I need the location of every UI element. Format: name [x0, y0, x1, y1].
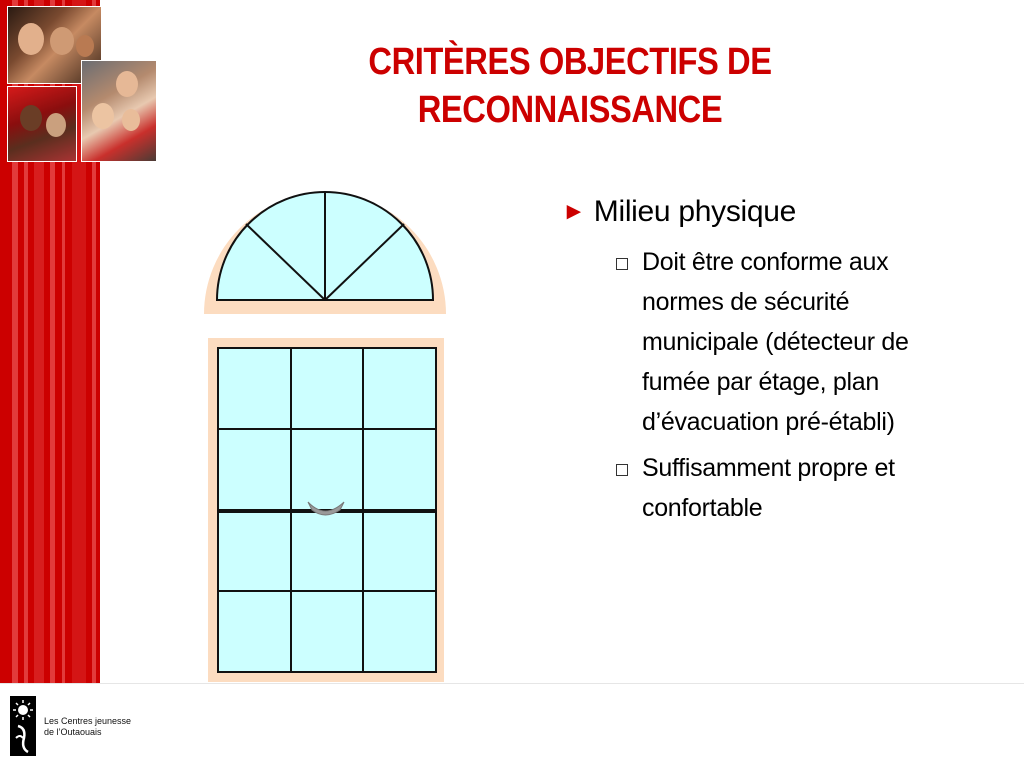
person-face [76, 35, 94, 57]
arched-window-icon [200, 176, 450, 686]
square-bullet-icon [616, 464, 628, 476]
person-face [46, 113, 66, 137]
person-face [116, 71, 138, 97]
slide-title-line-1: CRITÈRES OBJECTIFS DE [368, 41, 772, 83]
person-face [18, 23, 44, 55]
family-photo-3 [81, 60, 157, 162]
sub-bullet-item [616, 448, 982, 528]
sub-bullet-text: Suffisamment propre et confortable [642, 454, 895, 522]
square-bullet-icon [616, 258, 628, 270]
bullet-heading: Milieu physique [593, 195, 797, 228]
bullet-level-1 [562, 192, 982, 234]
family-photo-2 [7, 86, 77, 162]
organization-logo-text [44, 716, 164, 738]
person-face [122, 109, 140, 131]
slide-title-line-2: RECONNAISSANCE [417, 89, 723, 131]
person-face [92, 103, 114, 129]
arrow-bullet-icon: ► [562, 198, 586, 225]
logo-text-line-2: de l’Outaouais [44, 727, 102, 737]
logo-text-line-1: Les Centres jeunesse [44, 716, 132, 726]
sub-bullet-text: Doit être conforme aux normes de sécurité municipale (détecteur de fumée par étage, plan d’évacuation pré-établi) [642, 248, 909, 436]
person-face [20, 105, 42, 131]
slide-body [562, 192, 982, 534]
person-face [50, 27, 74, 55]
sub-bullet-list [616, 242, 982, 528]
sub-bullet-item [616, 242, 982, 442]
slide-title [338, 38, 802, 134]
organization-logo-icon [8, 694, 38, 758]
footer-divider [0, 683, 1024, 684]
